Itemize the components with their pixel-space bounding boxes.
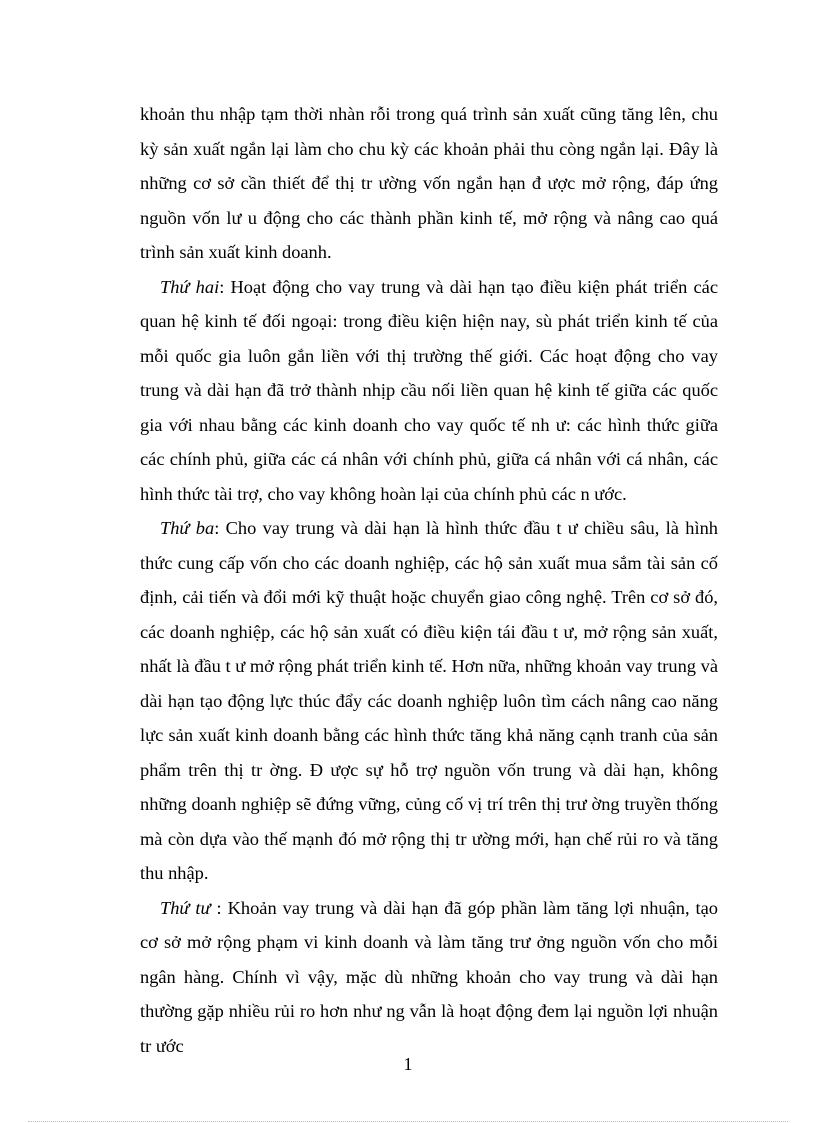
paragraph-lead-thu-ba: Thứ ba xyxy=(160,518,215,538)
paragraph-text: : Hoạt động cho vay trung và dài hạn tạo điều kiện phát triển các quan hệ kinh tế đối ngoại: trong điều kiện hiện nay, sù phát triển kinh tế của mỗi quốc gia luôn gắn liền với thị trường thế giới. Các hoạt động cho vay trung và dài hạn đã trở thành nhịp cầu nối liền quan hệ kinh tế giữa các quốc gia với nhau bằng các kinh doanh cho vay quốc tế nh ư: các hình thức giữa các chính phủ, giữa các cá nhân với chính phủ, giữa cá nhân với cá nhân, các hình thức tài trợ, cho vay không hoàn lại của chính phủ các n ước. xyxy=(140,276,718,504)
page-number: 1 xyxy=(403,1054,413,1074)
paragraph-lead-thu-tu: Thứ tư xyxy=(160,897,211,918)
paragraph-lead-thu-hai: Thứ hai xyxy=(160,276,220,297)
paragraph-text: khoản thu nhập tạm thời nhàn rỗi trong quá trình sản xuất cũng tăng lên, chu kỳ sản xuất ngắn lại làm cho chu kỳ các khoản phải thu còng ngắn lại. Đây là những cơ sở cần thiết để thị tr ường vốn ngắn hạn đ ược mở rộng, đáp ứng nguồn vốn lư u động cho các thành phần kinh tế, mở rộng và nâng cao quá trình sản xuất kinh doanh. xyxy=(140,104,718,262)
paragraph-thu-hai xyxy=(140,270,718,512)
paragraph-text: : Khoản vay trung và dài hạn đã góp phần làm tăng lợi nhuận, tạo cơ sở mở rộng phạm vi kinh doanh và làm tăng trư ởng nguồn vốn cho mỗi ngân hàng. Chính vì vậy, mặc dù những khoản cho vay trung và dài hạn thường gặp nhiều rủi ro hơn như ng vẫn là hoạt động đem lại nguồn lợi nhuận tr ước xyxy=(140,897,718,1056)
page-bottom-divider xyxy=(28,1121,788,1122)
paragraph-thu-ba xyxy=(140,511,718,891)
paragraph-thu-tu xyxy=(140,891,718,1064)
body-text xyxy=(140,97,718,1063)
paragraph-text: : Cho vay trung và dài hạn là hình thức đầu t ư chiều sâu, là hình thức cung cấp vốn cho các doanh nghiệp, các hộ sản xuất mua sắm tài sản cố định, cải tiến và đổi mới kỹ thuật hoặc chuyển giao công nghệ. Trên cơ sở đó, các doanh nghiệp, các hộ sản xuất có điều kiện tái đầu t ư, mở rộng sản xuất, nhất là đầu t ư mở rộng phát triển kinh tế. Hơn nữa, những khoản vay trung và dài hạn tạo động lực thúc đẩy các doanh nghiệp luôn tìm cách nâng cao năng lực sản xuất kinh doanh bằng các hình thức tăng khả năng cạnh tranh của sản phẩm trên thị tr ờng. Đ ược sự hỗ trợ nguồn vốn trung và dài hạn, không những doanh nghiệp sẽ đứng vững, củng cố vị trí trên thị trư ờng truyền thống mà còn dựa vào thế mạnh đó mở rộng thị tr ường mới, hạn chế rủi ro và tăng thu nhập. xyxy=(140,518,718,883)
paragraph-continued xyxy=(140,97,718,270)
